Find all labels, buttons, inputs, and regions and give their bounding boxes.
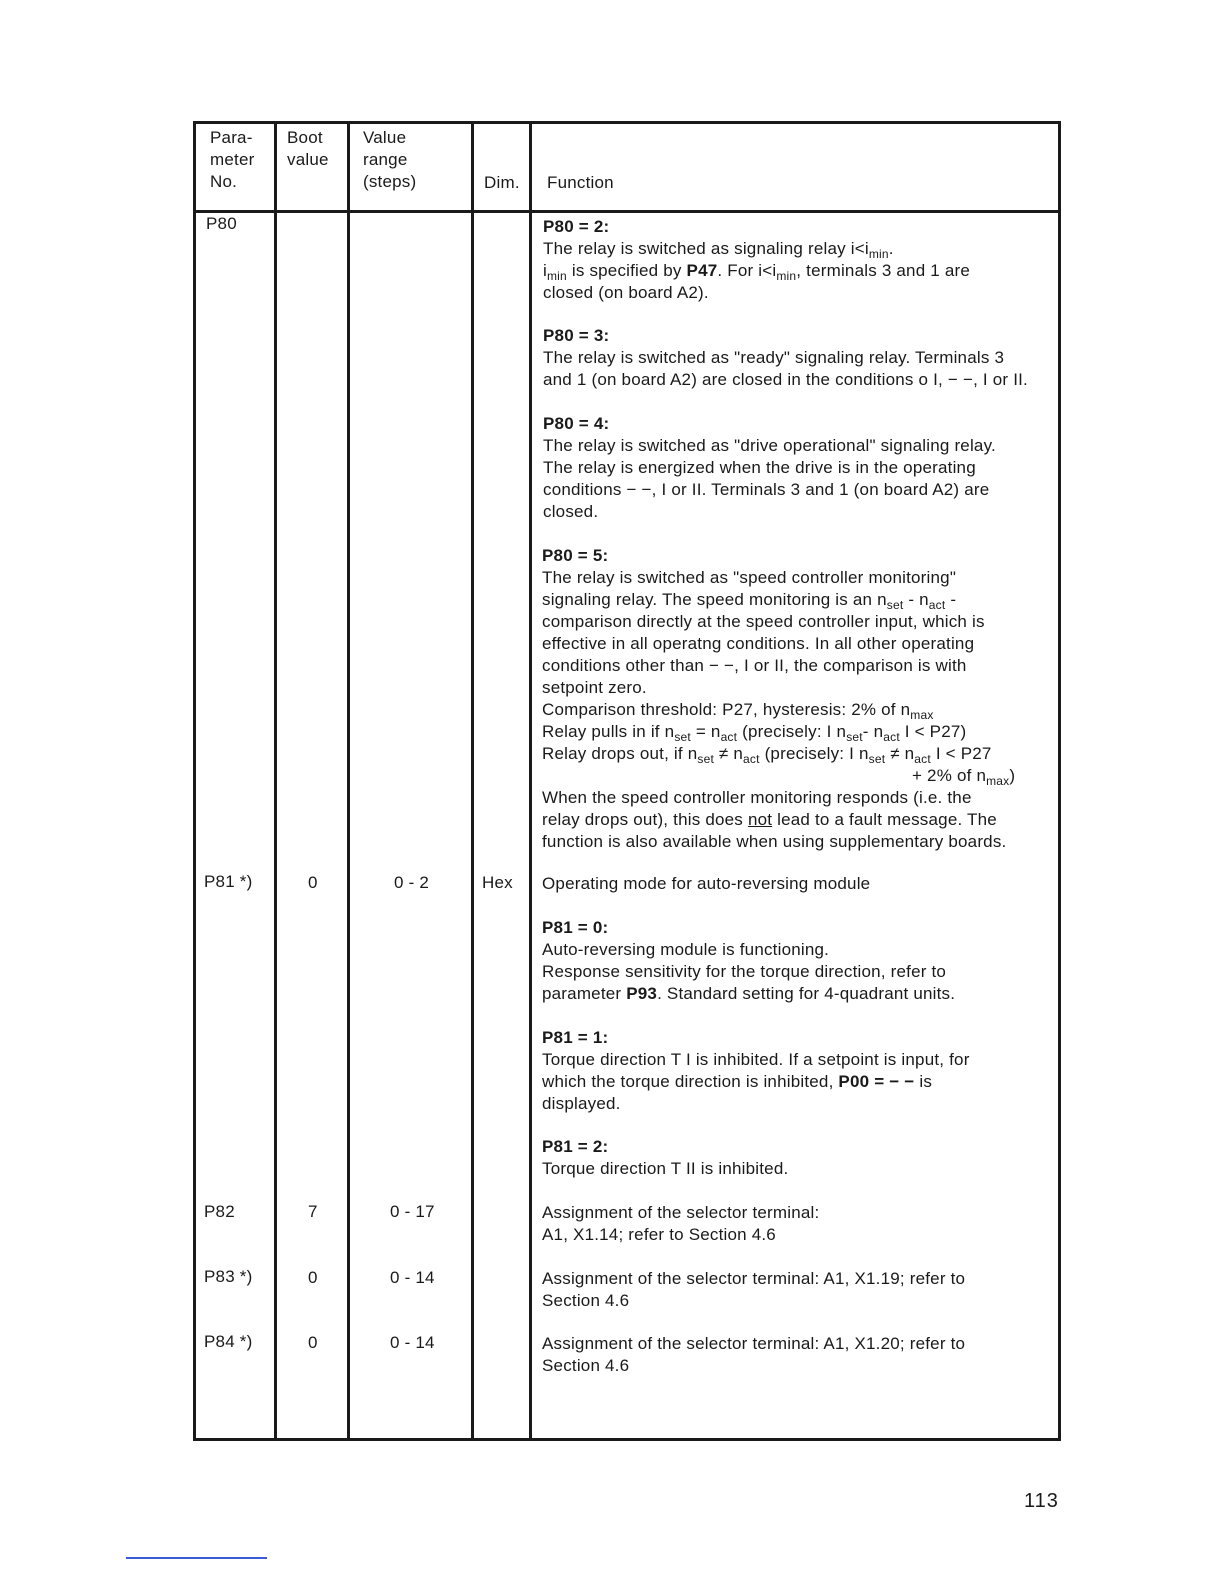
function-line: Relay drops out, if $n_{set} \ne n_{act}$ (precisely: I $n_{set} \ne n_{act}$ I < P27 bbox=[542, 744, 992, 766]
value-range: 0 - 17 bbox=[390, 1202, 435, 1221]
function-line: setpoint zero. bbox=[542, 678, 647, 697]
header-boot-l1: Boot bbox=[287, 128, 323, 147]
function-line: When the speed controller monitoring responds (i.e. the bbox=[542, 788, 972, 807]
header-dim: Dim. bbox=[484, 173, 520, 192]
function-line: The relay is switched as "drive operational" signaling relay. bbox=[543, 436, 996, 455]
function-line: The relay is switched as "ready" signaling relay. Terminals 3 bbox=[543, 348, 1005, 367]
value-range: 0 - 14 bbox=[390, 1333, 435, 1352]
column-divider bbox=[347, 124, 350, 1438]
value-range: 0 - 2 bbox=[394, 873, 430, 892]
function-line: Section 4.6 bbox=[542, 1291, 630, 1310]
setting-head: P81 = 1: bbox=[542, 1028, 609, 1047]
function-line: The relay is switched as "speed controller monitoring" bbox=[542, 568, 957, 587]
column-divider bbox=[274, 124, 277, 1438]
setting-head: P81 = 2: bbox=[542, 1137, 609, 1156]
header-param-l2: meter bbox=[210, 150, 255, 169]
function-line: signaling relay. The speed monitoring is an $n_{set} - n_{act}$ - bbox=[542, 590, 957, 612]
setting-head: P81 = 0: bbox=[542, 918, 609, 937]
setting-head: P80 = 2: bbox=[543, 217, 610, 236]
header-param-l3: No. bbox=[210, 172, 238, 191]
setting-head: P80 = 3: bbox=[543, 326, 610, 345]
function-line: Response sensitivity for the torque direction, refer to bbox=[542, 962, 947, 981]
function-line: parameter P93. Standard setting for 4-quadrant units. bbox=[542, 984, 956, 1003]
function-line: relay drops out), this does not lead to a fault message. The bbox=[542, 810, 997, 829]
function-line: Torque direction T I is inhibited. If a setpoint is input, for bbox=[542, 1050, 970, 1069]
function-line: The relay is energized when the drive is in the operating bbox=[543, 458, 976, 477]
column-divider bbox=[529, 124, 532, 1438]
header-function: Function bbox=[547, 173, 614, 192]
function-line: function is also available when using supplementary boards. bbox=[542, 832, 1007, 851]
header-divider bbox=[196, 210, 1058, 213]
function-line: + 2% of $n_{max}$) bbox=[912, 766, 1016, 788]
column-divider bbox=[471, 124, 474, 1438]
function-line: conditions other than − −, I or II, the comparison is with bbox=[542, 656, 967, 675]
header-param-l1: Para- bbox=[210, 128, 253, 147]
function-line: effective in all operatng conditions. In all other operating bbox=[542, 634, 975, 653]
boot-value: 0 bbox=[308, 1268, 318, 1287]
param-no: P83 *) bbox=[204, 1267, 253, 1286]
param-no: P82 bbox=[204, 1202, 235, 1221]
footer-rule bbox=[126, 1557, 267, 1559]
function-line: and 1 (on board A2) are closed in the conditions o I, − −, I or II. bbox=[543, 370, 1028, 389]
header-range-l3: (steps) bbox=[363, 172, 417, 191]
function-line: conditions − −, I or II. Terminals 3 and 1 (on board A2) are bbox=[543, 480, 990, 499]
boot-value: 7 bbox=[308, 1202, 318, 1221]
function-line: Section 4.6 bbox=[542, 1356, 630, 1375]
param-no: P81 *) bbox=[204, 872, 253, 891]
value-range: 0 - 14 bbox=[390, 1268, 435, 1287]
header-boot-l2: value bbox=[287, 150, 329, 169]
function-line: The relay is switched as signaling relay $i<i_{min}$. bbox=[543, 239, 894, 261]
param-no: P84 *) bbox=[204, 1332, 253, 1351]
function-line: closed. bbox=[543, 502, 599, 521]
setting-head: P80 = 5: bbox=[542, 546, 609, 565]
setting-head: P80 = 4: bbox=[543, 414, 610, 433]
boot-value: 0 bbox=[308, 1333, 318, 1352]
function-line: which the torque direction is inhibited, P00 = − − is bbox=[542, 1072, 933, 1091]
function-line: Relay pulls in if $n_{set} = n_{act}$ (precisely: I $n_{set}-$ $n_{act}$ I < P27) bbox=[542, 722, 967, 744]
header-range-l2: range bbox=[363, 150, 408, 169]
function-line: displayed. bbox=[542, 1094, 621, 1113]
function-line: Comparison threshold: P27, hysteresis: 2% of $n_{max}$ bbox=[542, 700, 934, 722]
function-line: Operating mode for auto-reversing module bbox=[542, 874, 871, 893]
function-line: closed (on board A2). bbox=[543, 283, 709, 302]
function-line: Assignment of the selector terminal: bbox=[542, 1203, 820, 1222]
header-range-l1: Value bbox=[363, 128, 407, 147]
param-no: P80 bbox=[206, 214, 237, 233]
function-line: $i_{min}$ is specified by P47. For $i<i_{min}$, terminals 3 and 1 are bbox=[543, 261, 971, 283]
function-line: Torque direction T II is inhibited. bbox=[542, 1159, 789, 1178]
page-number: 113 bbox=[1024, 1490, 1059, 1512]
dimension: Hex bbox=[482, 873, 513, 892]
boot-value: 0 bbox=[308, 873, 318, 892]
function-line: Assignment of the selector terminal: A1, X1.20; refer to bbox=[542, 1334, 966, 1353]
function-line: A1, X1.14; refer to Section 4.6 bbox=[542, 1225, 776, 1244]
function-line: Assignment of the selector terminal: A1, X1.19; refer to bbox=[542, 1269, 966, 1288]
function-line: comparison directly at the speed controller input, which is bbox=[542, 612, 985, 631]
function-line: Auto-reversing module is functioning. bbox=[542, 940, 830, 959]
